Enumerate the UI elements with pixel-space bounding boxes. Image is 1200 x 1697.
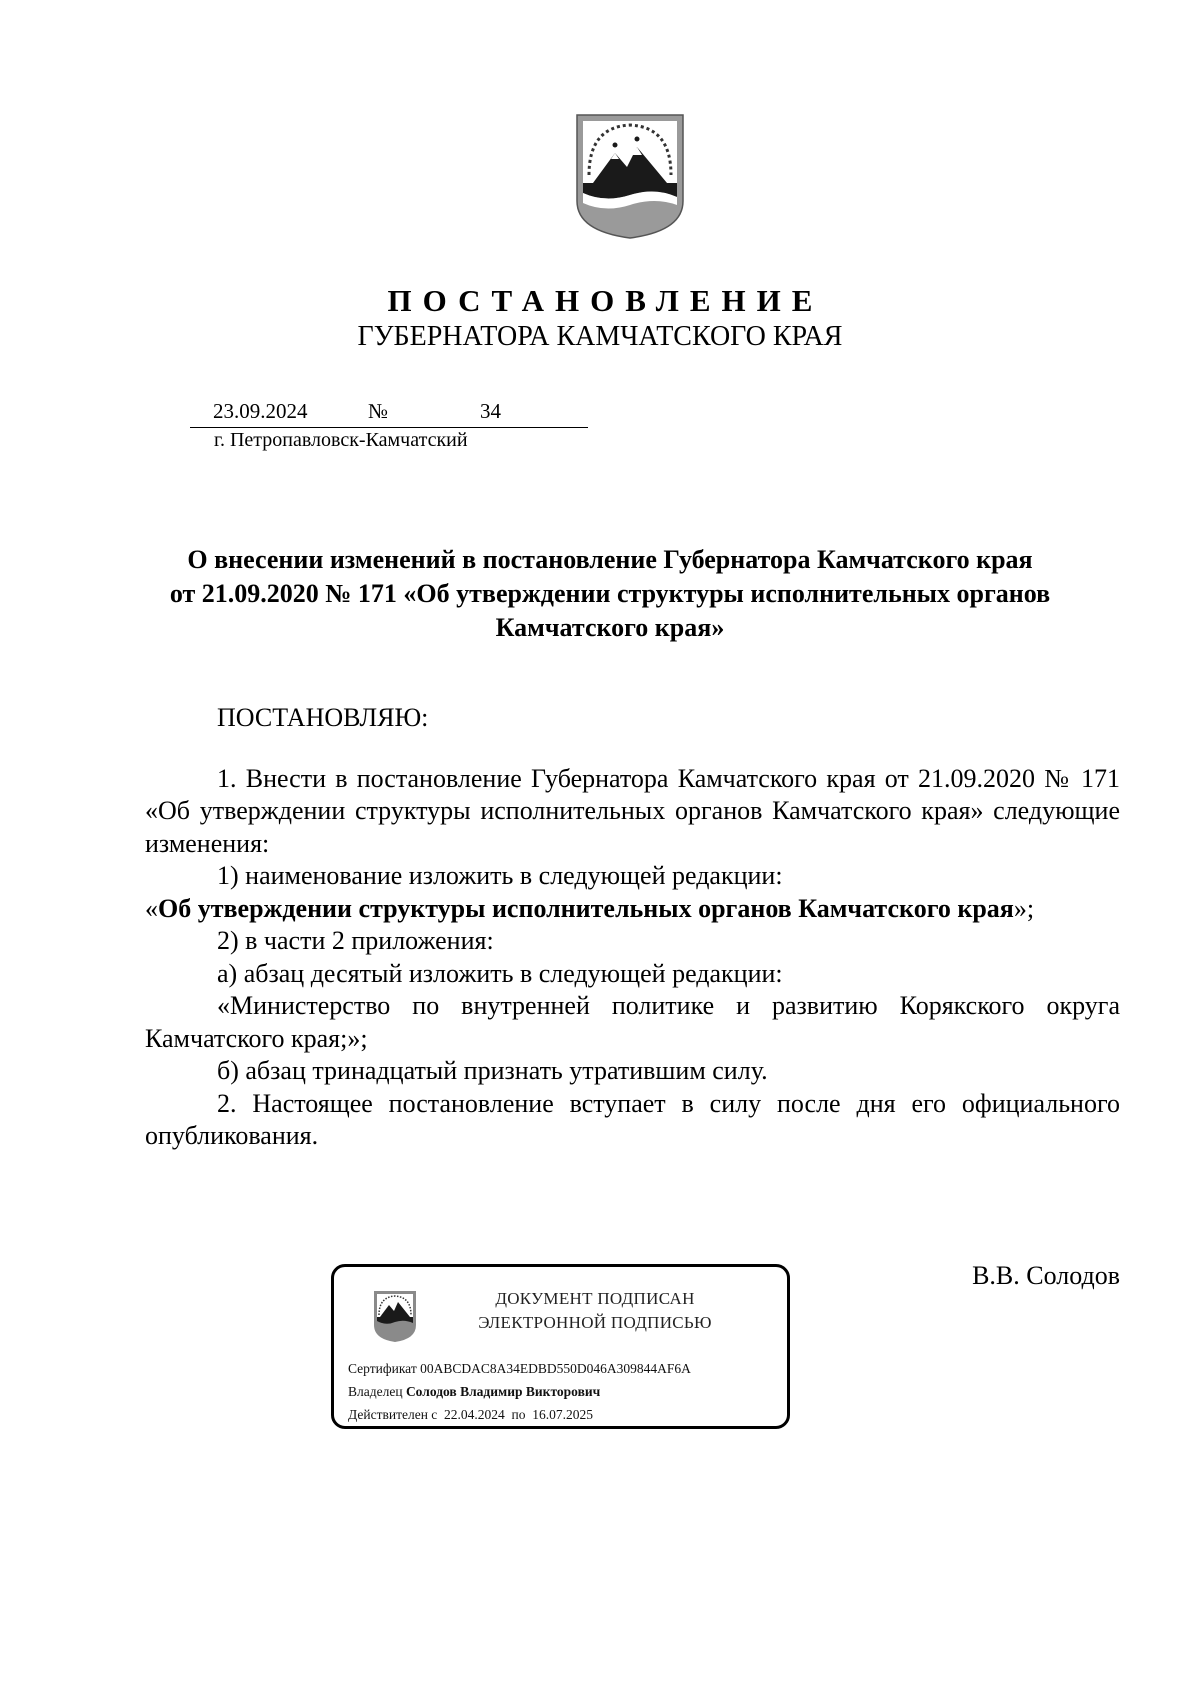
stamp-heading: ДОКУМЕНТ ПОДПИСАН ЭЛЕКТРОННОЙ ПОДПИСЬЮ: [478, 1289, 712, 1332]
paragraph: а) абзац десятый изложить в следующей редакции:: [217, 958, 783, 988]
number-sign: №: [368, 399, 389, 423]
issuer-subtitle: ГУБЕРНАТОРА КАМЧАТСКОГО КРАЯ: [357, 321, 843, 352]
heading-line: Камчатского края»: [495, 613, 725, 642]
heading-line: от 21.09.2020 № 171 «Об утверждении структуры исполнительных органов: [169, 579, 1051, 608]
signatory-name: В.В. Солодов: [972, 1261, 1120, 1290]
new-title-bold: Об утверждении структуры исполнительных органов Камчатского края: [158, 893, 1014, 923]
paragraph: 1. Внести в постановление Губернатора Камчатского края от 21.09.2020 № 171 «Об утверждении структуры исполнительных органов Камчатского края» следующие изменения:: [145, 763, 1120, 858]
paragraph: 1) наименование изложить в следующей редакции:: [217, 861, 783, 890]
document-city: г. Петропавловск-Камчатский: [214, 429, 468, 451]
decree-word: ПОСТАНОВЛЯЮ:: [217, 703, 429, 732]
paragraph-new-title: «Об утверждении структуры исполнительных органов Камчатского края»;: [145, 893, 1035, 923]
document-body: [145, 702, 1120, 1153]
paragraph: 2) в части 2 приложения:: [217, 926, 494, 955]
stamp-validity: Действителен с 22.04.2024 по 16.07.2025: [348, 1407, 594, 1422]
document-date: 23.09.2024: [213, 399, 308, 423]
stamp-owner: Владелец Солодов Владимир Викторович: [348, 1384, 601, 1399]
stamp-emblem-icon: [372, 1289, 418, 1343]
document-heading: [130, 543, 1090, 645]
paragraph: 2. Настоящее постановление вступает в силу после дня его официального опубликования.: [145, 1088, 1120, 1150]
document-number: 34: [480, 399, 501, 423]
kamchatka-coat-of-arms-emblem: [575, 113, 685, 240]
document-type-title: ПОСТАНОВЛЕНИЕ: [387, 283, 824, 318]
stamp-certificate: Сертификат 00ABCDAC8A34EDBD550D046A309844AF6A: [348, 1361, 691, 1376]
paragraph: б) абзац тринадцатый признать утратившим силу.: [217, 1056, 768, 1085]
date-number-line: [190, 397, 588, 428]
paragraph: «Министерство по внутренней политике и развитию Корякского округа Камчатского края;»;: [145, 991, 1120, 1053]
electronic-signature-stamp: [331, 1264, 790, 1429]
heading-line: О внесении изменений в постановление Губернатора Камчатского края: [187, 545, 1033, 574]
